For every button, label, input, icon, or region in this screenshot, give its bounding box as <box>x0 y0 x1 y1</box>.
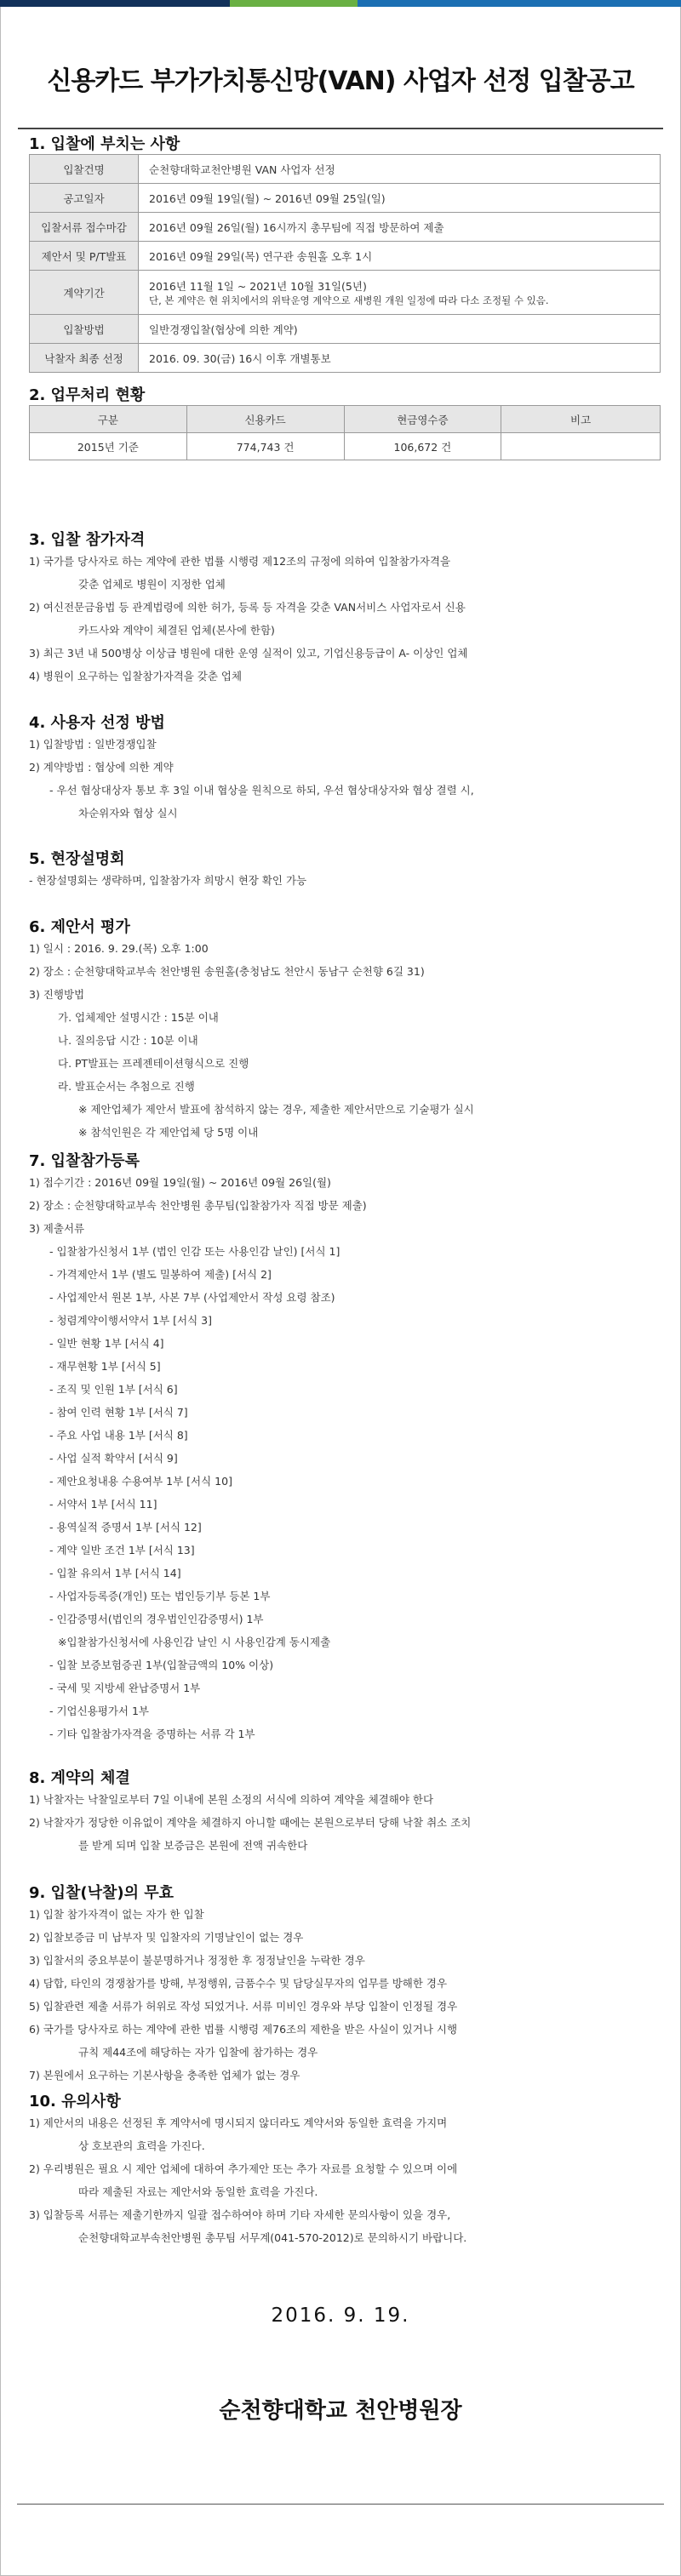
row-value <box>139 271 661 315</box>
row-value: 2016년 09월 29일(목) 연구관 송원홀 오후 1시 <box>139 242 661 271</box>
list-item: - 가격제안서 1부 (별도 밀봉하여 제출) [서식 2] <box>49 1268 272 1281</box>
section-registration <box>29 1149 659 1745</box>
row-value-line: 2016년 11월 1일 ~ 2021년 10월 31일(5년) <box>149 279 367 293</box>
notice-date: 2016. 9. 19. <box>271 2305 410 2327</box>
section-lines <box>29 1903 659 2087</box>
section-heading: 1. 입찰에 부치는 사항 <box>29 135 180 153</box>
list-item: - 사업자등록증(개인) 또는 법인등기부 등본 1부 <box>49 1590 271 1602</box>
section-heading: 9. 입찰(낙찰)의 무효 <box>29 1884 175 1902</box>
section-processing-status <box>29 383 659 460</box>
list-item: 2) 우리병원은 필요 시 제안 업체에 대하여 추가제안 또는 추가 자료를 요청할 수 있으며 이에 <box>29 2162 458 2175</box>
list-item: 5) 입찰관련 제출 서류가 허위로 작성 되었거나. 서류 미비인 경우와 부당 입찰이 인정될 경우 <box>29 2000 458 2013</box>
list-item: - 계약 일반 조건 1부 [서식 13] <box>49 1544 195 1556</box>
top-bar-green <box>230 0 358 7</box>
table-header-row <box>30 406 661 433</box>
list-item: - 입찰참가신청서 1부 (법인 인감 또는 사용인감 날인) [서식 1] <box>49 1245 340 1258</box>
list-item: 1) 입찰방법 : 일반경쟁입찰 <box>29 738 157 751</box>
list-item: - 용역실적 증명서 1부 [서식 12] <box>49 1521 202 1534</box>
section-heading: 3. 입찰 참가자격 <box>29 531 146 549</box>
table-cell: 774,743 건 <box>186 433 344 460</box>
row-label: 입찰서류 접수마감 <box>30 213 139 242</box>
list-item: - 참여 인력 현황 1부 [서식 7] <box>49 1406 188 1419</box>
list-item: 4) 담합, 타인의 경쟁참가를 방해, 부정행위, 금품수수 및 담당실무자의 업무를 방해한 경우 <box>29 1977 448 1990</box>
column-header: 비고 <box>501 406 661 433</box>
list-item: 따라 제출된 자료는 제안서와 동일한 효력을 가진다. <box>78 2185 318 2198</box>
list-item: - 현장설명회는 생략하며, 입찰참가자 희망시 현장 확인 가능 <box>29 874 307 887</box>
row-label: 낙찰자 최종 선정 <box>30 344 139 373</box>
section-contract <box>29 1766 659 1857</box>
row-label: 계약기간 <box>30 271 139 315</box>
list-item: 3) 최근 3년 내 500병상 이상급 병원에 대한 운영 실적이 있고, 기업신용등급이 A- 이상인 업체 <box>29 647 468 660</box>
list-item: 1) 접수기간 : 2016년 09월 19일(월) ~ 2016년 09월 26일(월) <box>29 1176 331 1189</box>
list-item: 를 받게 되며 입찰 보증금은 본원에 전액 귀속한다 <box>78 1839 308 1852</box>
row-label: 입찰건명 <box>30 155 139 184</box>
section-lines <box>29 869 659 892</box>
title-divider <box>18 128 663 129</box>
row-value: 2016. 09. 30(금) 16시 이후 개별통보 <box>139 344 661 373</box>
list-item: 3) 제출서류 <box>29 1222 85 1235</box>
section-heading: 8. 계약의 체결 <box>29 1769 130 1787</box>
list-item: 1) 낙찰자는 낙찰일로부터 7일 이내에 본원 소정의 서식에 의하여 계약을 체결해야 한다 <box>29 1793 434 1806</box>
section-heading: 4. 사용자 선정 방법 <box>29 714 165 732</box>
section-lines <box>29 1788 659 1857</box>
list-item: - 입찰 유의서 1부 [서식 14] <box>49 1567 181 1579</box>
list-item: - 서약서 1부 [서식 11] <box>49 1498 157 1511</box>
list-item: 1) 일시 : 2016. 9. 29.(목) 오후 1:00 <box>29 942 209 955</box>
section-lines <box>29 550 659 688</box>
list-item: 2) 계약방법 : 협상에 의한 계약 <box>29 761 174 774</box>
column-header: 현금영수증 <box>344 406 501 433</box>
list-item: 규칙 제44조에 해당하는 자가 입찰에 참가하는 경우 <box>78 2046 318 2059</box>
table-row <box>30 184 661 213</box>
list-item: - 일반 현황 1부 [서식 4] <box>49 1337 164 1350</box>
section-qualifications <box>29 528 659 688</box>
list-item: - 재무현황 1부 [서식 5] <box>49 1360 161 1373</box>
row-value-note: 단, 본 계약은 현 위치에서의 위탁운영 계약으로 새병원 개원 일정에 따라 다소 조정될 수 있음. <box>149 294 549 306</box>
list-item: 가. 업체제안 설명시간 : 15분 이내 <box>58 1011 219 1024</box>
row-value: 순천향대학교천안병원 VAN 사업자 선정 <box>139 155 661 184</box>
list-item: - 인감증명서(법인의 경우법인인감증명서) 1부 <box>49 1613 264 1625</box>
list-item: 나. 질의응답 시간 : 10분 이내 <box>58 1034 198 1047</box>
list-item: - 주요 사업 내용 1부 [서식 8] <box>49 1429 188 1442</box>
list-item: ※ 참석인원은 각 제안업체 당 5명 이내 <box>78 1126 259 1139</box>
issuer-signature: 순천향대학교 천안병원장 <box>219 2398 462 2424</box>
list-item: 다. PT발표는 프레젠테이션형식으로 진행 <box>58 1057 249 1070</box>
processing-status-table <box>29 405 661 460</box>
row-label: 제안서 및 P/T발표 <box>30 242 139 271</box>
list-item: 카드사와 계약이 체결된 업체(본사에 한함) <box>78 624 275 637</box>
list-item: 1) 제안서의 내용은 선정된 후 계약서에 명시되지 않더라도 계약서와 동일한 효력을 가지며 <box>29 2116 448 2129</box>
section-lines <box>29 937 659 1144</box>
row-value: 2016년 09월 19일(월) ~ 2016년 09월 25일(일) <box>139 184 661 213</box>
list-item: 4) 병원이 요구하는 입찰참가자격을 갖춘 업체 <box>29 670 243 683</box>
section-lines <box>29 733 659 825</box>
list-item: 1) 입찰 참가자격이 없는 자가 한 입찰 <box>29 1908 204 1921</box>
list-item: 2) 낙찰자가 정당한 이유없이 계약을 체결하지 아니할 때에는 본원으로부터 당해 낙찰 취소 조치 <box>29 1816 472 1829</box>
table-row <box>30 315 661 344</box>
list-item: 3) 입찰서의 중요부분이 불분명하거나 정정한 후 정정날인을 누락한 경우 <box>29 1954 365 1967</box>
table-cell <box>501 433 661 460</box>
top-bar-blue <box>358 0 681 7</box>
list-item: 라. 발표순서는 추첨으로 진행 <box>58 1080 195 1093</box>
column-header: 신용카드 <box>186 406 344 433</box>
list-item: 2) 장소 : 순천향대학교부속 천안병원 총무팀(입찰참가자 직접 방문 제출) <box>29 1199 367 1212</box>
section-selection-method <box>29 711 659 825</box>
table-cell: 2015년 기준 <box>30 433 187 460</box>
list-item: 차순위자와 협상 실시 <box>78 807 178 820</box>
list-item: 3) 진행방법 <box>29 988 85 1001</box>
list-item: 1) 국가를 당사자로 하는 계약에 관한 법률 시행령 제12조의 규정에 의하여 입찰참가자격을 <box>29 555 451 568</box>
list-item: - 기타 입찰참가자격을 증명하는 서류 각 1부 <box>49 1728 255 1740</box>
table-row <box>30 433 661 460</box>
bottom-divider <box>17 2504 664 2505</box>
list-item: 2) 입찰보증금 미 납부자 및 입찰자의 기명날인이 없는 경우 <box>29 1931 304 1944</box>
list-item: 2) 장소 : 순천향대학교부속 천안병원 송원홀(충청남도 천안시 동남구 순천향 6길 31) <box>29 965 425 978</box>
top-bar-navy <box>0 0 230 7</box>
list-item: 3) 입찰등록 서류는 제출기한까지 일괄 접수하여야 하며 기타 자세한 문의사항이 있을 경우, <box>29 2208 451 2221</box>
table-row <box>30 344 661 373</box>
list-item: 2) 여신전문금융법 등 관계법령에 의한 허가, 등록 등 자격을 갖춘 VAN서비스 사업자로서 신용 <box>29 601 466 614</box>
table-row <box>30 271 661 315</box>
section-proposal-evaluation <box>29 915 659 1144</box>
notice-title: 신용카드 부가가치통신망(VAN) 사업자 선정 입찰공고 <box>47 66 634 96</box>
list-item: - 청렴계약이행서약서 1부 [서식 3] <box>49 1314 212 1327</box>
row-label: 공고일자 <box>30 184 139 213</box>
section-lines <box>29 1171 659 1745</box>
row-value: 2016년 09월 26일(월) 16시까지 총무팀에 직접 방문하여 제출 <box>139 213 661 242</box>
list-item: ※ 제안업체가 제안서 발표에 참석하지 않는 경우, 제출한 제안서만으로 기술평가 실시 <box>78 1103 474 1116</box>
section-notes <box>29 2089 659 2249</box>
list-item: 7) 본원에서 요구하는 기본사항을 충족한 업체가 없는 경우 <box>29 2069 300 2082</box>
row-label: 입찰방법 <box>30 315 139 344</box>
list-item: - 우선 협상대상자 통보 후 3일 이내 협상을 원칙으로 하되, 우선 협상대상자와 협상 결렬 시, <box>49 784 474 797</box>
bid-items-table <box>29 154 661 373</box>
section-heading: 2. 업무처리 현황 <box>29 386 146 404</box>
list-item: 6) 국가를 당사자로 하는 계약에 관한 법률 시행령 제76조의 제한을 받은 사실이 있거나 시행 <box>29 2023 458 2036</box>
section-heading: 10. 유의사항 <box>29 2093 121 2110</box>
list-item: - 사업제안서 원본 1부, 사본 7부 (사업제안서 작성 요령 참조) <box>49 1291 335 1304</box>
column-header: 구분 <box>30 406 187 433</box>
list-item: 상 호보관의 효력을 가진다. <box>78 2139 205 2152</box>
table-row <box>30 213 661 242</box>
list-item: 갖춘 업체로 병원이 지정한 업체 <box>78 578 226 591</box>
section-invalidity <box>29 1881 659 2087</box>
section-bid-items <box>29 132 659 373</box>
list-item: - 입찰 보증보험증권 1부(입찰금액의 10% 이상) <box>49 1659 274 1671</box>
section-briefing <box>29 847 659 892</box>
top-color-bar <box>0 0 681 7</box>
row-value: 일반경쟁입찰(협상에 의한 계약) <box>139 315 661 344</box>
table-cell: 106,672 건 <box>344 433 501 460</box>
list-item: - 국세 및 지방세 완납증명서 1부 <box>49 1682 201 1694</box>
section-lines <box>29 2111 659 2249</box>
list-item: - 기업신용평가서 1부 <box>49 1705 150 1717</box>
list-item: - 제안요청내용 수용여부 1부 [서식 10] <box>49 1475 232 1488</box>
list-item: - 조직 및 인원 1부 [서식 6] <box>49 1383 178 1396</box>
section-heading: 5. 현장설명회 <box>29 850 125 868</box>
section-heading: 7. 입찰참가등록 <box>29 1152 140 1170</box>
list-item: ※입찰참가신청서에 사용인감 날인 시 사용인감계 동시제출 <box>58 1636 331 1648</box>
table-row <box>30 242 661 271</box>
table-row <box>30 155 661 184</box>
list-item: - 사업 실적 확약서 [서식 9] <box>49 1452 178 1465</box>
list-item: 순천향대학교부속천안병원 총무팀 서무계(041-570-2012)로 문의하시기 바랍니다. <box>78 2231 467 2244</box>
section-heading: 6. 제안서 평가 <box>29 918 130 936</box>
